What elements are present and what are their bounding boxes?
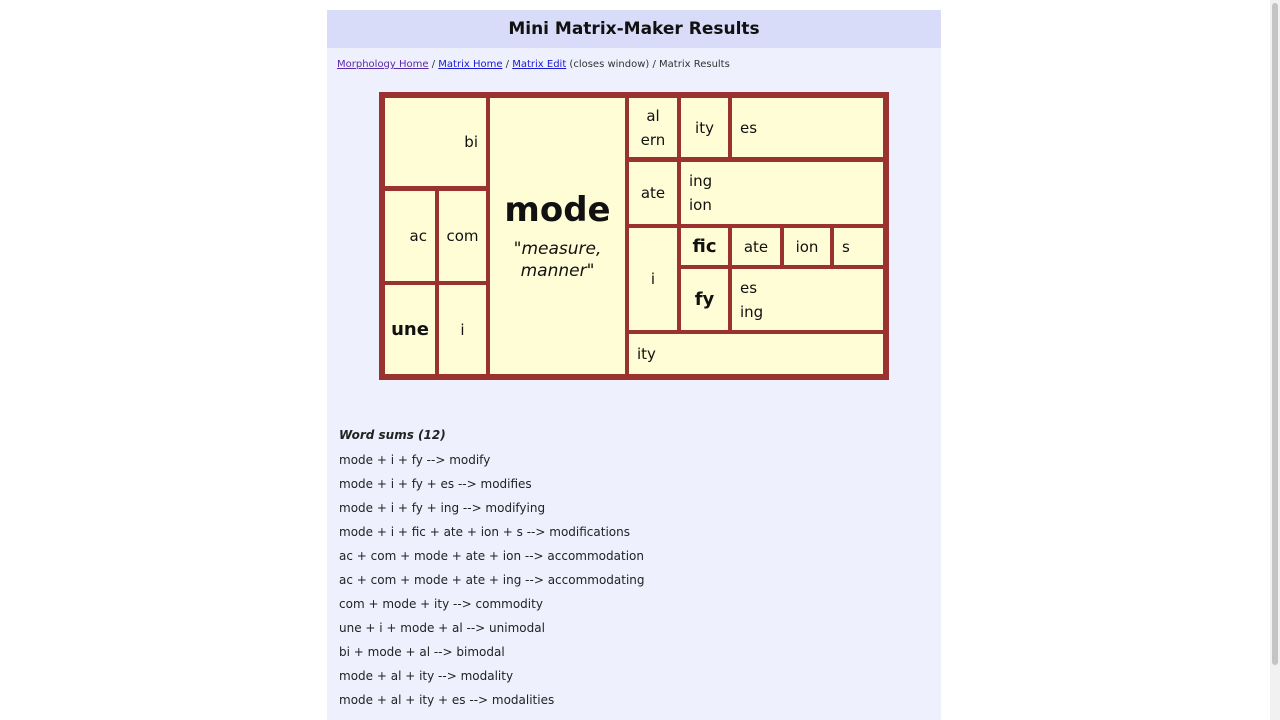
word-sum-item: mode + i + fy --> modify [339, 453, 491, 467]
page-title-bar [327, 10, 941, 48]
breadcrumb-link-morphology-home[interactable]: Morphology Home [337, 59, 429, 70]
suffix-cell-al-ern [629, 98, 677, 157]
word-sum-item: mode + al + ity + es --> modalities [339, 693, 555, 707]
breadcrumb [337, 59, 730, 70]
prefix-cell-com [439, 191, 486, 281]
word-sums-label: Word sums [339, 428, 414, 442]
prefix-cell-une [385, 285, 435, 374]
suffix-i: i [650, 270, 656, 288]
prefix-com: com [446, 227, 479, 245]
suffix-cell-ate [629, 162, 677, 224]
word-sum-item: ac + com + mode + ate + ion --> accommodation [339, 549, 644, 563]
suffix-ing: ing [740, 302, 764, 321]
scrollbar-thumb[interactable] [1272, 3, 1278, 665]
root-gloss: "measure, manner" [513, 239, 602, 281]
suffix-cell-fic-s [834, 228, 883, 265]
root-cell [490, 98, 625, 374]
suffix-fy: fy [694, 289, 715, 310]
suffix-es: es [740, 118, 758, 137]
root-word: mode [504, 190, 611, 230]
word-sum-item: mode + i + fic + ate + ion + s --> modifications [339, 525, 630, 539]
word-sums-count: (12) [418, 428, 446, 442]
suffix-s: s [842, 237, 850, 256]
word-sum-item: com + mode + ity --> commodity [339, 597, 543, 611]
suffix-ion: ion [689, 196, 712, 214]
breadcrumb-separator: / [502, 59, 513, 70]
word-sum-item: ac + com + mode + ate + ing --> accommodating [339, 573, 645, 587]
word-sum-item: mode + i + fy + es --> modifies [339, 477, 532, 491]
suffix-fic: fic [692, 236, 717, 257]
suffix-ing: ing [689, 172, 713, 190]
word-sum-item: mode + i + fy + ing --> modifying [339, 501, 546, 515]
word-sum-item: bi + mode + al --> bimodal [339, 645, 505, 659]
suffix-al: al [646, 106, 660, 125]
page-scrollbar[interactable] [1270, 0, 1280, 720]
page-title: Mini Matrix-Maker Results [508, 19, 760, 39]
prefix-cell-ac [385, 191, 435, 281]
suffix-cell-fic-ate [732, 228, 780, 265]
suffix-cell-fy [681, 269, 728, 330]
breadcrumb-current: (closes window) / Matrix Results [566, 59, 730, 70]
suffix-ate: ate [640, 184, 666, 202]
word-sums-heading [339, 428, 929, 442]
results-page [327, 10, 941, 720]
word-sum-item: une + i + mode + al --> unimodal [339, 621, 545, 635]
suffix-cell-ing-ion [681, 162, 883, 224]
suffix-ate: ate [743, 237, 769, 256]
breadcrumb-link-matrix-edit[interactable]: Matrix Edit [512, 59, 567, 70]
word-sums-section [339, 428, 929, 717]
suffix-cell-ity-bottom [629, 334, 883, 374]
breadcrumb-separator: / [428, 59, 439, 70]
word-sums-list [339, 453, 929, 717]
suffix-cell-fic-ion [784, 228, 830, 265]
suffix-cell-es [732, 98, 883, 157]
prefix-une: une [391, 319, 429, 340]
suffix-cell-fic [681, 228, 728, 265]
prefix-bi: bi [464, 133, 478, 151]
suffix-ity: ity [695, 118, 714, 137]
suffix-cell-ity [681, 98, 728, 157]
suffix-cell-es-ing [732, 269, 883, 330]
word-matrix [379, 92, 889, 380]
suffix-ion: ion [795, 237, 819, 256]
suffix-es: es [740, 278, 758, 297]
word-sum-item: mode + al + ity --> modality [339, 669, 514, 683]
suffix-cell-i [629, 228, 677, 330]
breadcrumb-link-matrix-home[interactable]: Matrix Home [438, 59, 503, 70]
prefix-cell-bi [385, 98, 486, 186]
suffix-ity: ity [637, 345, 656, 363]
prefix-cell-i [439, 285, 486, 374]
prefix-i: i [460, 320, 465, 339]
prefix-ac: ac [409, 227, 427, 245]
suffix-ern: ern [640, 130, 666, 149]
